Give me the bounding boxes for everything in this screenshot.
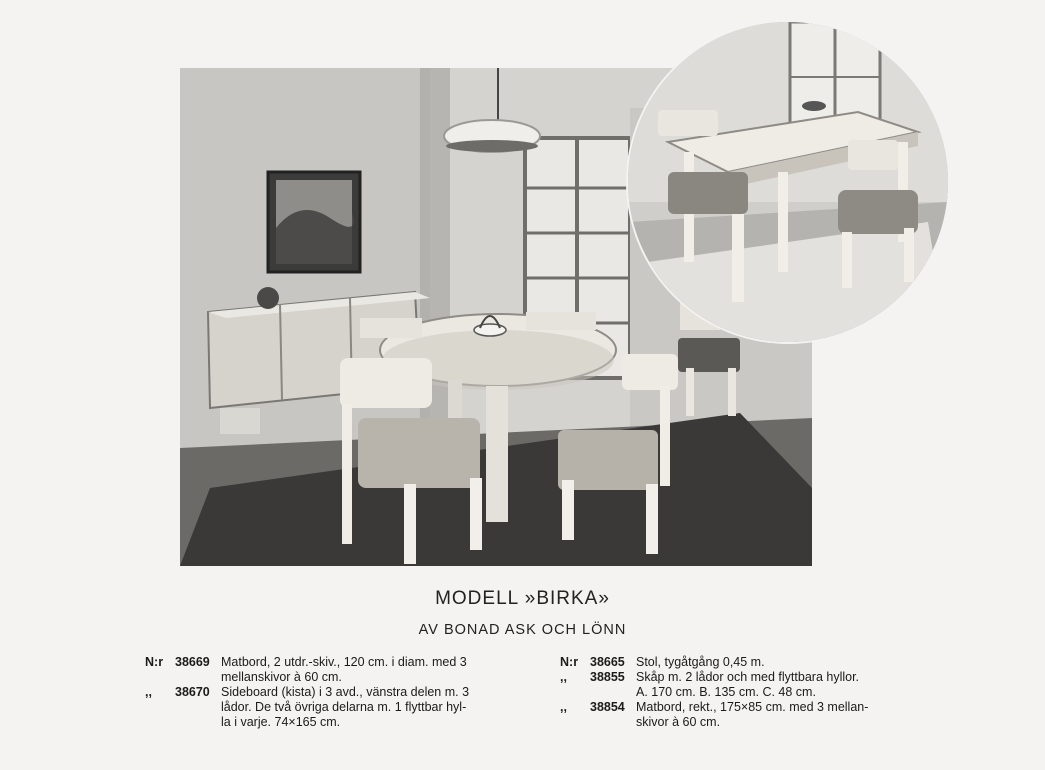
- spec-line: Sideboard (kista) i 3 avd., vänstra delen m. 3: [221, 685, 470, 699]
- spec-description: [636, 655, 970, 670]
- spec-number: 38854: [590, 700, 625, 714]
- inset-table-photo: [626, 20, 950, 344]
- spec-item: [145, 685, 555, 730]
- spec-description: [221, 685, 555, 730]
- spec-line: Skåp m. 2 lådor och med flyttbara hyllor.: [636, 670, 860, 684]
- spec-item: [145, 655, 555, 685]
- spec-line: mellanskivor à 60 cm.: [221, 670, 342, 684]
- spec-line: Matbord, rekt., 175×85 cm. med 3 mellan-: [636, 700, 869, 714]
- spec-prefix: N:r: [145, 655, 164, 669]
- spec-item: [560, 655, 970, 670]
- spec-prefix: ,,: [560, 700, 567, 714]
- spec-line: Matbord, 2 utdr.-skiv., 120 cm. i diam. med 3: [221, 655, 467, 669]
- spec-line: Stol, tygåtgång 0,45 m.: [636, 655, 765, 669]
- spec-prefix: ,,: [560, 670, 567, 684]
- model-title: MODELL »BIRKA»: [435, 588, 610, 609]
- spec-list-right: [560, 655, 970, 730]
- spec-prefix: N:r: [560, 655, 579, 669]
- spec-description: [636, 700, 970, 730]
- spec-item: [560, 670, 970, 700]
- spec-description: [636, 670, 970, 700]
- spec-number: 38670: [175, 685, 210, 699]
- spec-line: A. 170 cm. B. 135 cm. C. 48 cm.: [636, 685, 816, 699]
- spec-description: [221, 655, 555, 685]
- spec-number: 38665: [590, 655, 625, 669]
- spec-prefix: ,,: [145, 685, 152, 699]
- spec-line: la i varje. 74×165 cm.: [221, 715, 341, 729]
- spec-line: skivor à 60 cm.: [636, 715, 721, 729]
- spec-number: 38855: [590, 670, 625, 684]
- spec-item: [560, 700, 970, 730]
- spec-number: 38669: [175, 655, 210, 669]
- material-subtitle: AV BONAD ASK OCH LÖNN: [418, 622, 627, 638]
- spec-list-left: [145, 655, 555, 730]
- spec-line: lådor. De två övriga delarna m. 1 flyttbar hyl-: [221, 700, 467, 714]
